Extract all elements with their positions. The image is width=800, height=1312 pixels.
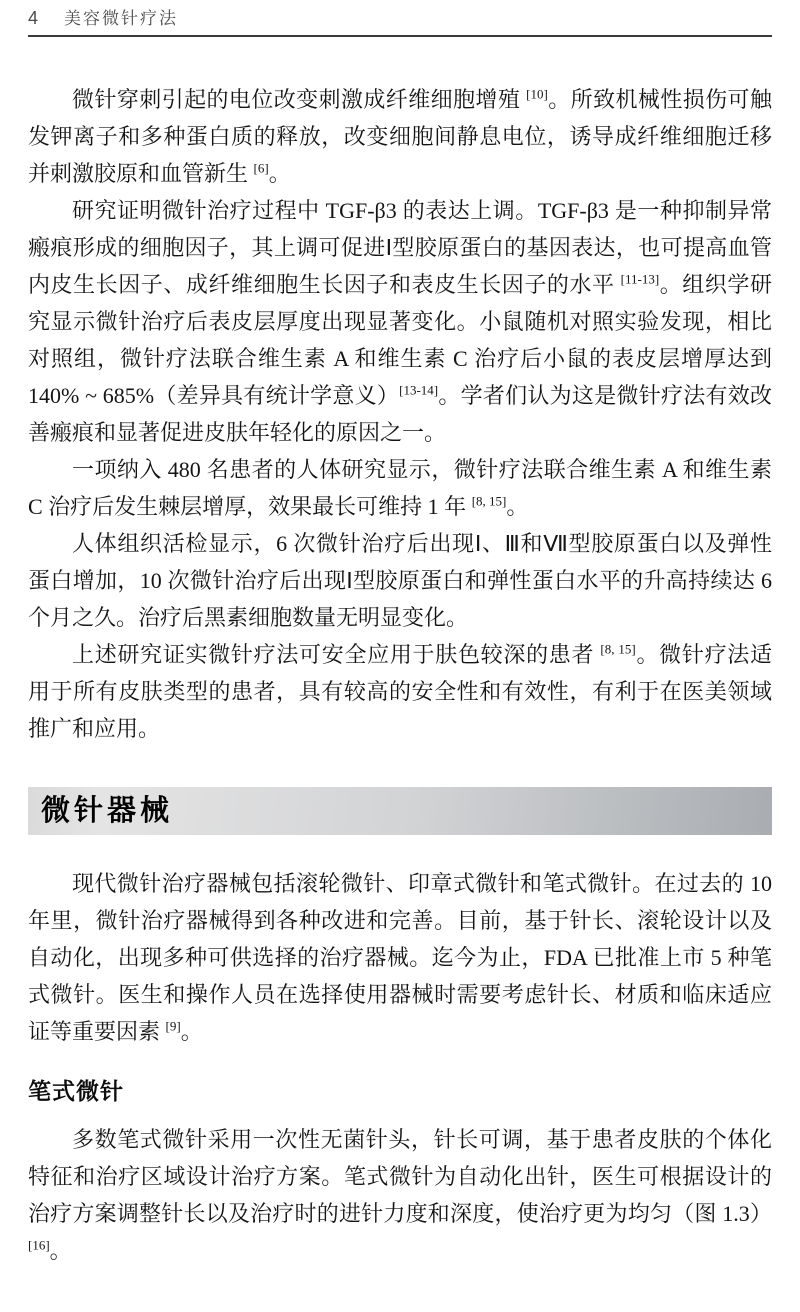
- text-run: 。: [268, 161, 291, 186]
- page-body: [28, 81, 772, 1269]
- text-run: 现代微针治疗器械包括滚轮微针、印章式微针和笔式微针。在过去的 10 年里，微针治疗器械得到各种改进和完善。目前，基于针长、滚轮设计以及自动化，出现多种可供选择的治疗器械。迄今为止，FDA 已批准上市 5 种笔式微针。医生和操作人员在选择使用器械时需要考虑针长、材质和临床适应证等重要因素: [28, 871, 772, 1044]
- paragraph-480-patients: [28, 451, 772, 525]
- paragraph-pen-microneedle: [28, 1121, 772, 1269]
- text-run: 微针穿刺引起的电位改变刺激成纤维细胞增殖: [72, 87, 527, 112]
- paragraph-tgf-beta3: [28, 192, 772, 451]
- paragraph-biopsy: [28, 525, 772, 636]
- citation-ref: [16]: [28, 1237, 50, 1253]
- text-run: 。组织学研究显示微针治疗后表皮层厚度出现显著变化。小鼠随机对照实验发现，相比对照组，微针疗法联合维生素 A 和维生素 C 治疗后小鼠的表皮层增厚达到 140% ~ 685%（差异具有统计学意义）: [28, 272, 772, 408]
- citation-ref: [9]: [165, 1018, 181, 1034]
- citation-ref: [13-14]: [399, 382, 439, 398]
- header-rule: [28, 35, 772, 37]
- citation-ref: [8, 15]: [600, 641, 636, 657]
- paragraph-safety: [28, 636, 772, 747]
- subsection-title-pen-microneedle: 笔式微针: [28, 1079, 124, 1104]
- citation-ref: [11-13]: [620, 271, 660, 287]
- text-run: 。: [506, 494, 529, 519]
- text-run: 。所致机械性损伤可触发钾离子和多种蛋白质的释放，改变细胞间静息电位，诱导成纤维细胞迁移并刺激胶原和血管新生: [28, 87, 772, 186]
- running-header: [28, 0, 772, 33]
- text-run: 。微针疗法适用于所有皮肤类型的患者，具有较高的安全性和有效性，有利于在医美领域推广和应用。: [28, 642, 772, 741]
- text-run: 。: [49, 1238, 72, 1263]
- text-run: 人体组织活检显示，6 次微针治疗后出现Ⅰ、Ⅲ和Ⅶ型胶原蛋白以及弹性蛋白增加，10 次微针治疗后出现Ⅰ型胶原蛋白和弹性蛋白水平的升高持续达 6 个月之久。治疗后黑素细胞数量无明显变化。: [28, 531, 772, 630]
- paragraph-device-overview: [28, 865, 772, 1050]
- running-title: 美容微针疗法: [64, 9, 179, 28]
- page-number: 4: [28, 8, 39, 28]
- text-run: 。学者们认为这是微针疗法有效改善瘢痕和显著促进皮肤年轻化的原因之一。: [28, 383, 772, 445]
- citation-ref: [10]: [526, 86, 548, 102]
- text-run: 研究证明微针治疗过程中 TGF-β3 的表达上调。TGF-β3 是一种抑制异常瘢痕形成的细胞因子，其上调可促进Ⅰ型胶原蛋白的基因表达，也可提高血管内皮生长因子、成纤维细胞生长因子和表皮生长因子的水平: [28, 198, 772, 297]
- text-run: 多数笔式微针采用一次性无菌针头，针长可调，基于患者皮肤的个体化特征和治疗区域设计治疗方案。笔式微针为自动化出针，医生可根据设计的治疗方案调整针长以及治疗时的进针力度和深度，使治疗更为均匀（图 1.3）: [28, 1127, 772, 1226]
- paragraph-electric-potential: [28, 81, 772, 192]
- section-title: 微针器械: [41, 794, 174, 827]
- text-run: 上述研究证实微针疗法可安全应用于肤色较深的患者: [72, 642, 601, 667]
- text-run: 一项纳入 480 名患者的人体研究显示，微针疗法联合维生素 A 和维生素 C 治疗后发生棘层增厚，效果最长可维持 1 年: [28, 457, 772, 519]
- text-run: 。: [180, 1019, 203, 1044]
- section-heading-bar: [28, 787, 772, 835]
- citation-ref: [6]: [253, 160, 269, 176]
- citation-ref: [8, 15]: [471, 493, 507, 509]
